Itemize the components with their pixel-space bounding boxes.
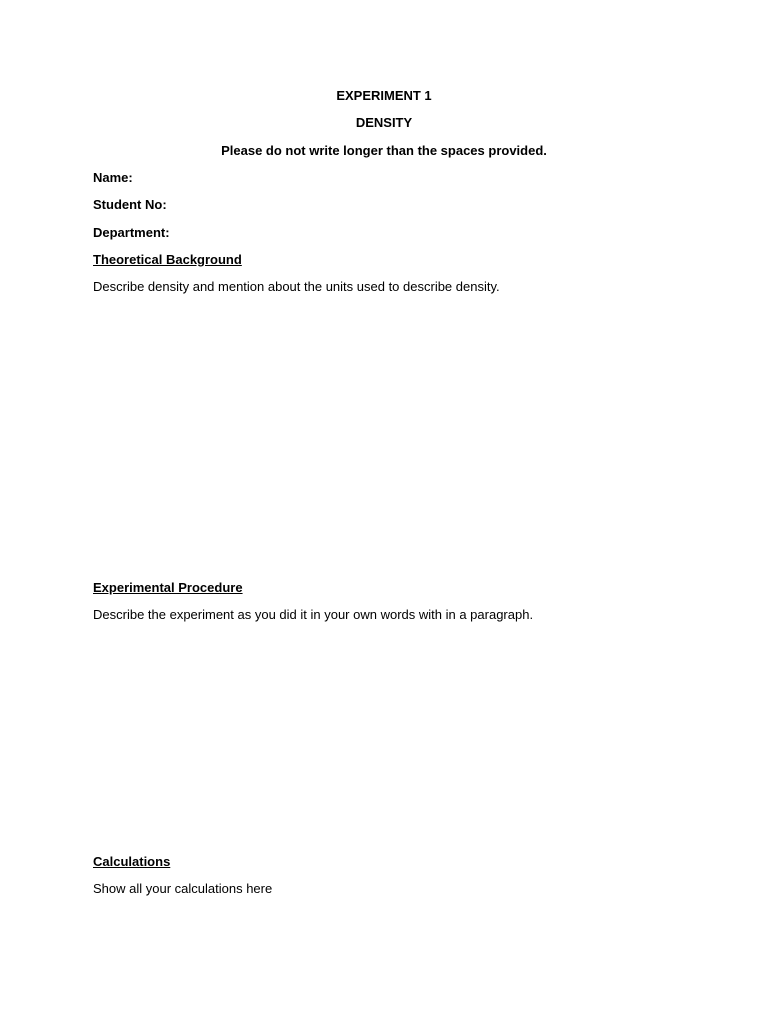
section-prompt-theoretical-background: Describe density and mention about the units used to describe density. [93,279,500,294]
section-prompt-calculations: Show all your calculations here [93,881,273,896]
section-prompt-experimental-procedure: Describe the experiment as you did it in your own words with in a paragraph. [93,607,534,622]
name-field-label: Name: [93,170,133,185]
section-heading-calculations: Calculations [93,854,171,869]
section-heading-experimental-procedure: Experimental Procedure [93,580,243,595]
instruction-text: Please do not write longer than the spaces provided. [221,143,547,158]
document-title: EXPERIMENT 1 [336,88,432,103]
section-heading-theoretical-background: Theoretical Background [93,252,242,267]
document-subtitle: DENSITY [355,115,413,130]
student-no-field-label: Student No: [93,197,167,212]
department-field-label: Department: [93,225,170,240]
